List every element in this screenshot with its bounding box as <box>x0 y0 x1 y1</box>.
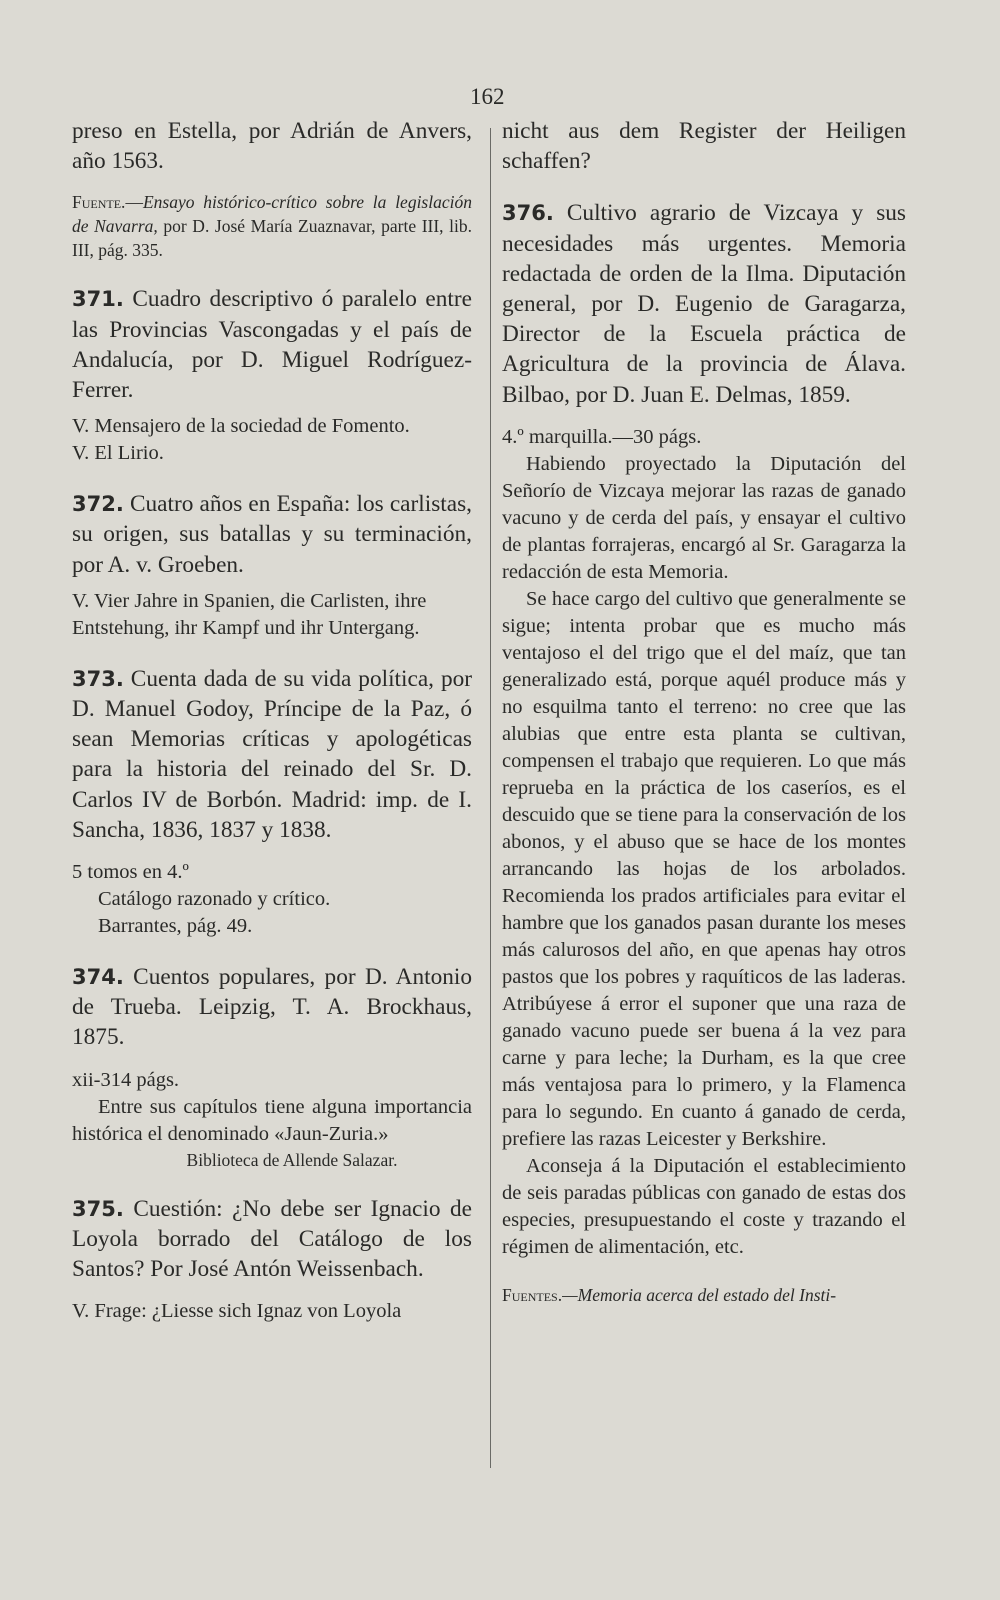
entry-374-note-2: Entre sus capítulos tiene alguna importancia histórica el denominado «Jaun-Zuria.» <box>72 1095 472 1145</box>
entry-372: 372. Cuatro años en España: los carlistas, su origen, sus batallas y su terminación, por A. v. Groeben. <box>72 491 472 578</box>
entry-373-note-2: Catálogo razonado y crítico. <box>98 888 331 911</box>
entry-373-note-1: 5 tomos en 4.º <box>72 861 189 884</box>
entry-376-paragraph-3: Aconseja á la Diputación el establecimiento de seis paradas públicas con ganado de estas dos especies, presupuestando el coste y trazando el régimen de alimentación, etc. <box>502 1154 906 1258</box>
entry-376: 376. Cultivo agrario de Vizcaya y sus necesidades más urgentes. Memoria redactada de orden de la Ilma. Diputación general, por D. Eugenio de Garagarza, Director de la Escuela práctica de Agricultura de la provincia de Álava. Bilbao, por D. Juan E. Delmas, 1859. <box>502 200 906 408</box>
entry-376-note: 4.º marquilla.—30 págs. <box>502 425 702 448</box>
entry-371: 371. Cuadro descriptivo ó paralelo entre las Provincias Vascongadas y el país de Andalucía, por D. Miguel Rodríguez-Ferrer. <box>72 286 472 404</box>
entry-371-ref-1: V. Mensajero de la sociedad de Fomento. <box>72 415 410 438</box>
entry-371-ref-2: V. El Lirio. <box>72 442 164 465</box>
entry-375: 375. Cuestión: ¿No debe ser Ignacio de Loyola borrado del Catálogo de los Santos? Por José Antón Weissenbach. <box>72 1195 472 1283</box>
entry-374-note-1: xii-314 págs. <box>72 1068 180 1091</box>
continued-entry-text: preso en Estella, por Adrián de Anvers, año 1563. <box>72 118 472 175</box>
left-column <box>72 116 472 1325</box>
sources-note: Fuentes.—Memoria acerca del estado del Insti- <box>502 1284 837 1305</box>
continued-ref-text: nicht aus dem Register der Heiligen schaffen? <box>502 118 906 175</box>
entry-372-ref: V. Vier Jahre in Spanien, die Carlisten, ihre Entstehung, ihr Kampf und ihr Untergang. <box>72 589 427 639</box>
entry-374-signature: Biblioteca de Allende Salazar. <box>186 1149 398 1170</box>
right-column <box>502 116 906 1307</box>
column-divider <box>490 128 491 1468</box>
entry-376-paragraph-1: Habiendo proyectado la Diputación del Señorío de Vizcaya mejorar las razas de ganado vacuno y de cerda del país, y ensayar el cultivo de plantas forrajeras, encargó al Sr. Garagarza la redacción de esta Memoria. <box>502 452 906 583</box>
entry-376-paragraph-2: Se hace cargo del cultivo que generalmente se sigue; intenta probar que es mucho más ventajoso el del trigo que el del maíz, que tan generalizado está, porque aquél produce más y no esquilma tanto el terreno: no cree que las alubias que entre esta planta se cultivan, compensen el trabajo que requieren. Lo que más reprueba en la práctica de los caseríos, es el descuido que se tiene para la conservación de los abonos, y el abuso que se hace de los montes arrancando las hojas de los arbolados. Recomienda los prados artificiales para evitar el hambre que los ganados pasan durante los meses más calurosos del año, en que apenas hay otros pastos que los pobres y raquíticos de las laderas. Atribúyese á error el suponer que una raza de ganado vacuno puede ser buena á la vez para carne y para leche; la Durham, es la que cree más ventajosa para lo primero, y la Flamenca para lo segundo. En cuanto á ganado de cerda, prefiere las razas Leicester y Berkshire. <box>502 587 906 1150</box>
entry-374: 374. Cuentos populares, por D. Antonio de Trueba. Leipzig, T. A. Brockhaus, 1875. <box>72 964 472 1051</box>
source-note: Fuente.—Ensayo histórico-crítico sobre la legislación de Navarra, por D. José María Zuaznavar, parte III, lib. III, pág. 335. <box>72 192 472 261</box>
page-number: 162 <box>470 84 505 109</box>
entry-373-note-3: Barrantes, pág. 49. <box>98 915 253 938</box>
entry-373: 373. Cuenta dada de su vida política, por D. Manuel Godoy, Príncipe de la Paz, ó sean Memorias críticas y apologéticas para la historia del reinado del Sr. D. Carlos IV de Borbón. Madrid: imp. de I. Sancha, 1836, 1837 y 1838. <box>72 665 472 843</box>
entry-375-ref: V. Frage: ¿Liesse sich Ignaz von Loyola <box>72 1300 402 1323</box>
